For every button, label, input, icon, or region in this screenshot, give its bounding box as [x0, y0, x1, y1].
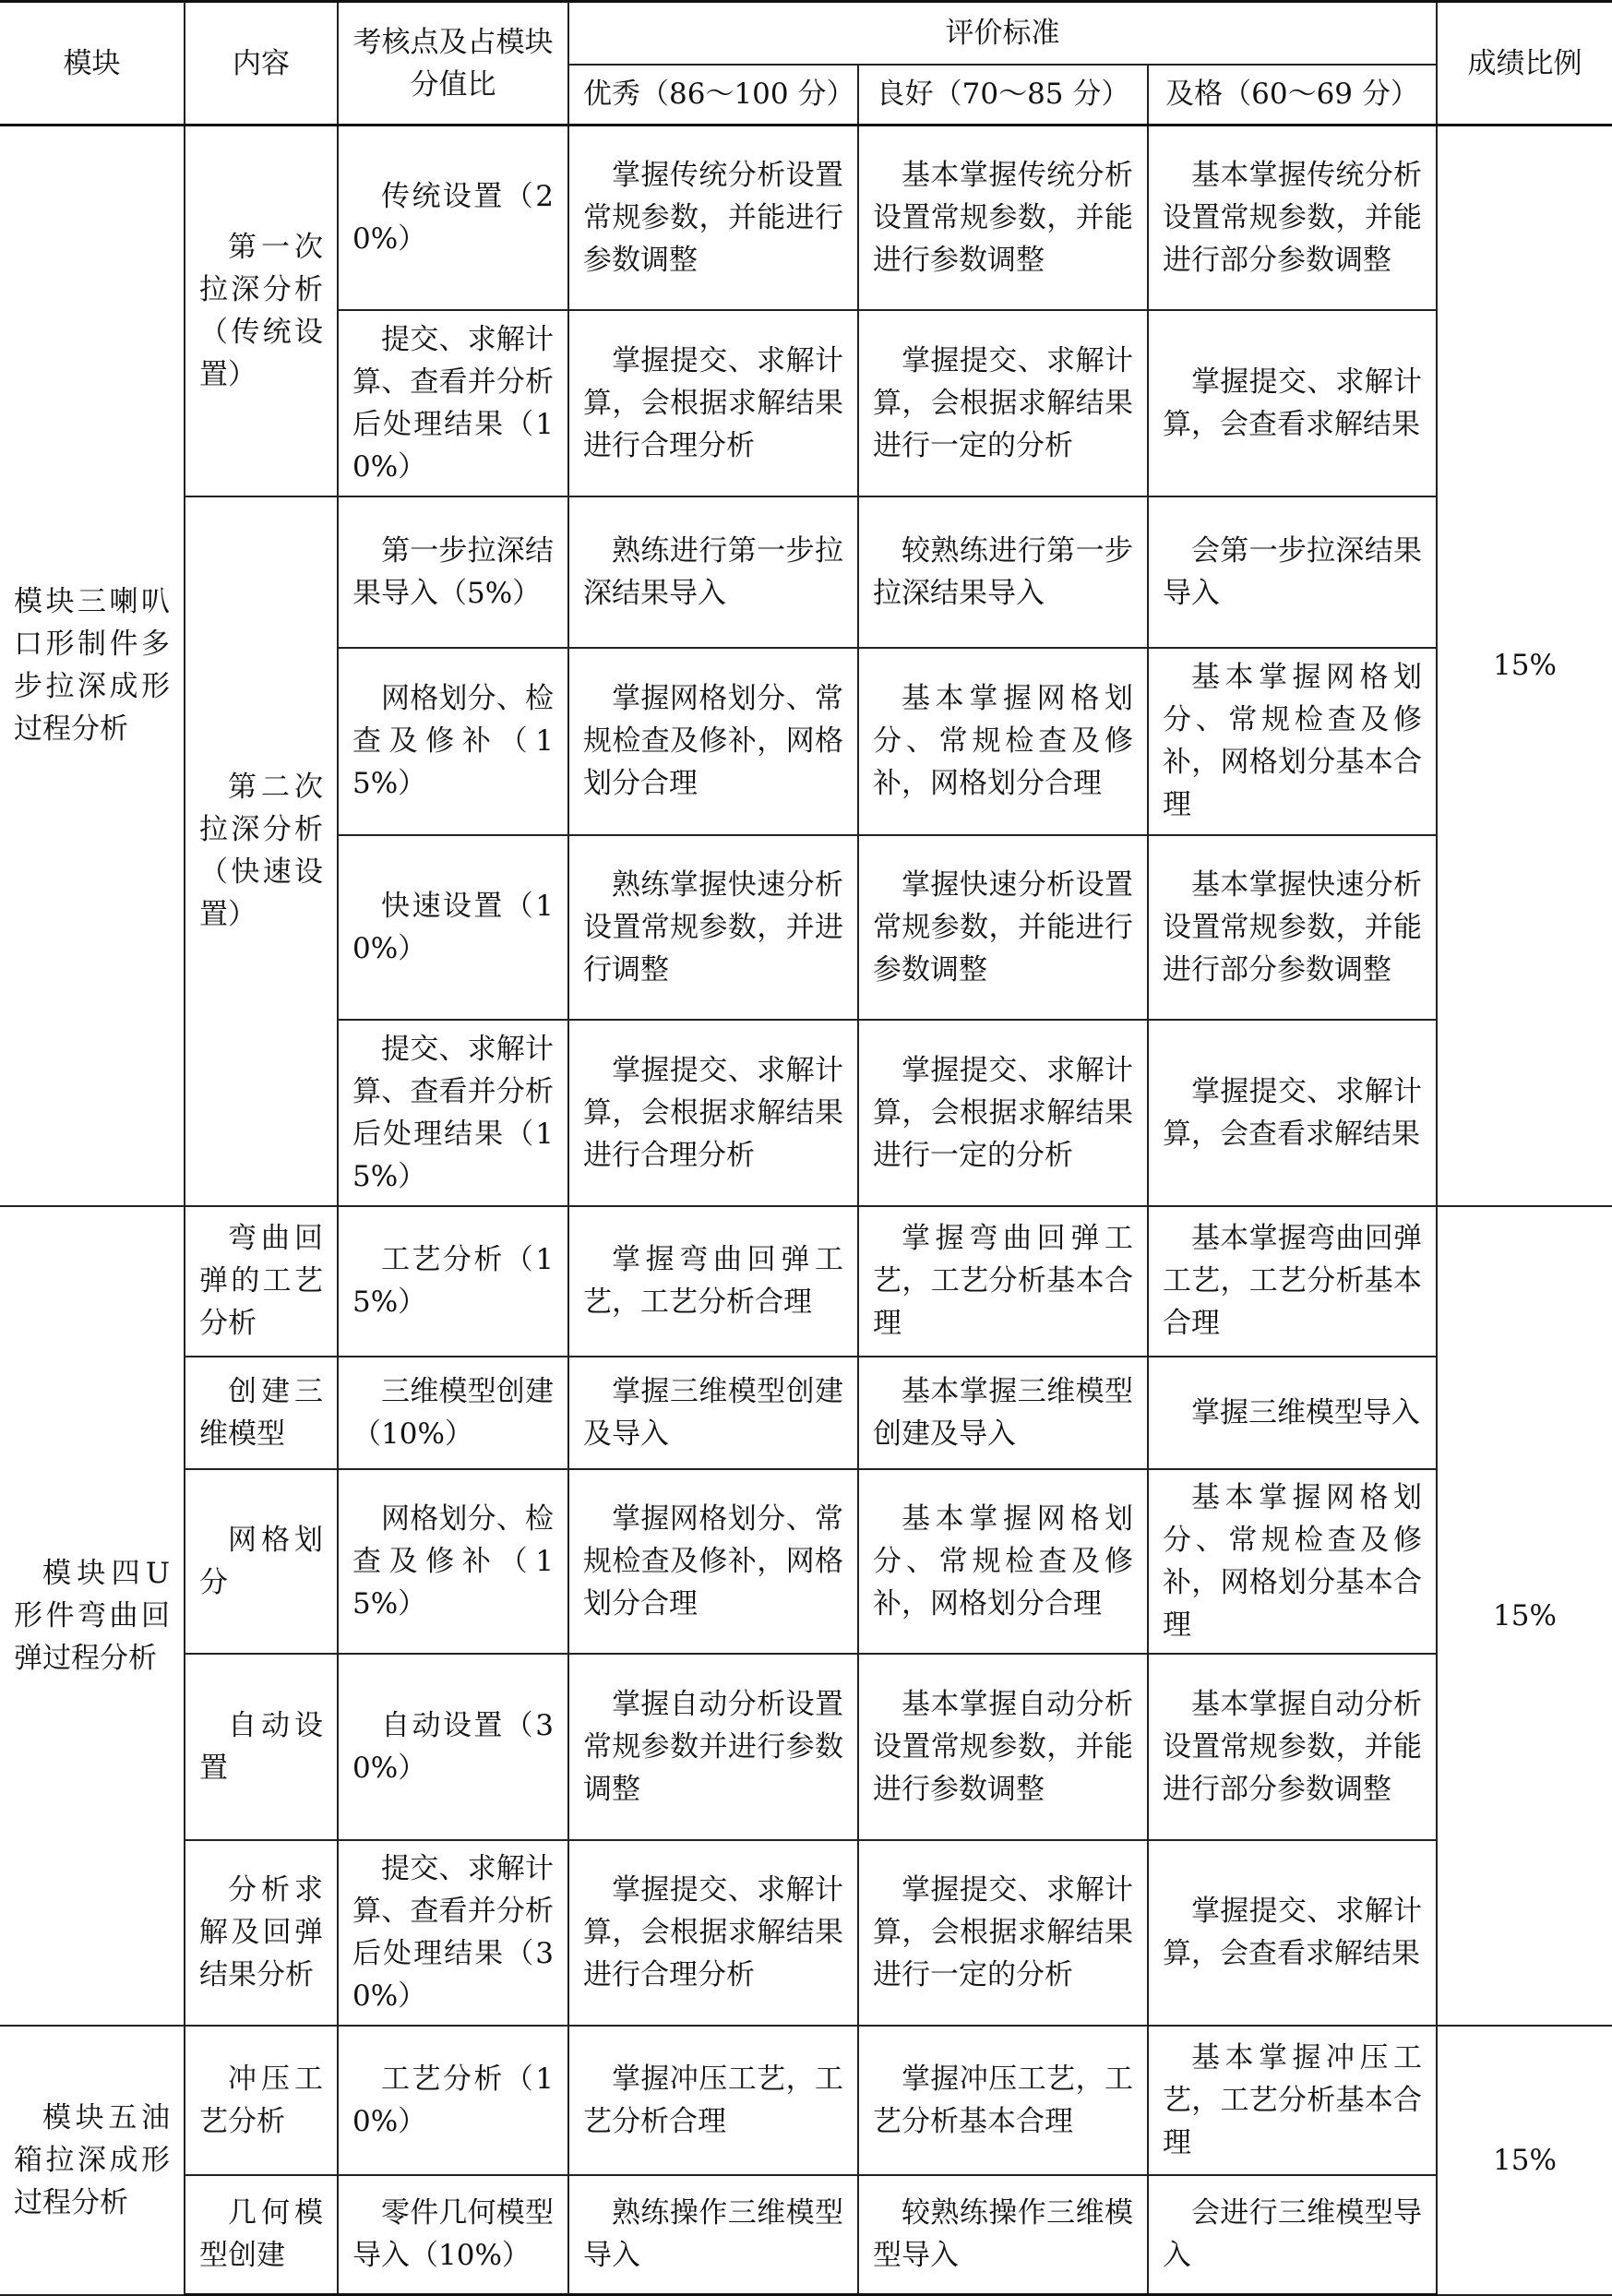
assessment-point: 网格划分、检查及修补（15%）: [338, 1469, 568, 1654]
criteria-pass: 基本掌握自动分析设置常规参数，并能进行部分参数调整: [1148, 1654, 1437, 1840]
criteria-excellent: 掌握冲压工艺，工艺分析合理: [568, 2026, 858, 2175]
criteria-pass: 掌握三维模型导入: [1148, 1357, 1437, 1469]
content-cell: 第一次拉深分析（传统设置）: [185, 126, 338, 496]
criteria-excellent: 熟练掌握快速分析设置常规参数，并进行调整: [568, 835, 858, 1020]
assessment-point: 提交、求解计算、查看并分析后处理结果（10%）: [338, 310, 568, 496]
criteria-pass: 基本掌握传统分析设置常规参数，并能进行部分参数调整: [1148, 126, 1437, 310]
criteria-good: 较熟练操作三维模型导入: [858, 2175, 1148, 2295]
assessment-point: 提交、求解计算、查看并分析后处理结果（30%）: [338, 1840, 568, 2026]
criteria-pass: 基本掌握网格划分、常规检查及修补，网格划分基本合理: [1148, 648, 1437, 835]
content-cell: 自动设置: [185, 1654, 338, 1840]
header-excellent: 优秀（86～100 分）: [568, 65, 858, 126]
criteria-pass: 会第一步拉深结果导入: [1148, 496, 1437, 648]
header-good: 良好（70～85 分）: [858, 65, 1148, 126]
header-content: 内容: [185, 2, 338, 126]
assessment-point: 传统设置（20%）: [338, 126, 568, 310]
criteria-excellent: 掌握弯曲回弹工艺，工艺分析合理: [568, 1206, 858, 1357]
module-name: 模块三喇叭口形制件多步拉深成形过程分析: [0, 126, 185, 1206]
header-pass: 及格（60～69 分）: [1148, 65, 1437, 126]
criteria-good: 掌握弯曲回弹工艺，工艺分析基本合理: [858, 1206, 1148, 1357]
module-ratio: 15%: [1437, 2026, 1612, 2295]
criteria-excellent: 掌握网格划分、常规检查及修补，网格划分合理: [568, 648, 858, 835]
criteria-good: 基本掌握传统分析设置常规参数，并能进行参数调整: [858, 126, 1148, 310]
header-ratio: 成绩比例: [1437, 2, 1612, 126]
criteria-good: 掌握提交、求解计算，会根据求解结果进行一定的分析: [858, 1840, 1148, 2026]
criteria-excellent: 掌握传统分析设置常规参数，并能进行参数调整: [568, 126, 858, 310]
criteria-good: 掌握快速分析设置常规参数，并能进行参数调整: [858, 835, 1148, 1020]
criteria-good: 基本掌握网格划分、常规检查及修补，网格划分合理: [858, 1469, 1148, 1654]
criteria-pass: 基本掌握冲压工艺，工艺分析基本合理: [1148, 2026, 1437, 2175]
assessment-point: 快速设置（10%）: [338, 835, 568, 1020]
header-module: 模块: [0, 2, 185, 126]
assessment-point: 提交、求解计算、查看并分析后处理结果（15%）: [338, 1020, 568, 1206]
module-ratio: 15%: [1437, 126, 1612, 1206]
criteria-pass: 掌握提交、求解计算，会查看求解结果: [1148, 310, 1437, 496]
content-cell: 分析求解及回弹结果分析: [185, 1840, 338, 2026]
criteria-pass: 基本掌握网格划分、常规检查及修补，网格划分基本合理: [1148, 1469, 1437, 1654]
criteria-good: 较熟练进行第一步拉深结果导入: [858, 496, 1148, 648]
assessment-point: 工艺分析（10%）: [338, 2026, 568, 2175]
criteria-pass: 掌握提交、求解计算，会查看求解结果: [1148, 1840, 1437, 2026]
assessment-point: 工艺分析（15%）: [338, 1206, 568, 1357]
criteria-good: 基本掌握自动分析设置常规参数，并能进行参数调整: [858, 1654, 1148, 1840]
criteria-good: 掌握冲压工艺，工艺分析基本合理: [858, 2026, 1148, 2175]
criteria-excellent: 熟练进行第一步拉深结果导入: [568, 496, 858, 648]
assessment-point: 自动设置（30%）: [338, 1654, 568, 1840]
header-criteria: 评价标准: [568, 2, 1437, 65]
criteria-good: 掌握提交、求解计算，会根据求解结果进行一定的分析: [858, 1020, 1148, 1206]
content-cell: 第二次拉深分析（快速设置）: [185, 496, 338, 1206]
criteria-good: 基本掌握三维模型创建及导入: [858, 1357, 1148, 1469]
criteria-excellent: 掌握自动分析设置常规参数并进行参数调整: [568, 1654, 858, 1840]
content-cell: 网格划分: [185, 1469, 338, 1654]
content-cell: 冲压工艺分析: [185, 2026, 338, 2175]
criteria-excellent: 熟练操作三维模型导入: [568, 2175, 858, 2295]
criteria-pass: 基本掌握弯曲回弹工艺，工艺分析基本合理: [1148, 1206, 1437, 1357]
assessment-point: 零件几何模型导入（10%）: [338, 2175, 568, 2295]
module-ratio: 15%: [1437, 1206, 1612, 2026]
criteria-good: 掌握提交、求解计算，会根据求解结果进行一定的分析: [858, 310, 1148, 496]
criteria-excellent: 掌握提交、求解计算，会根据求解结果进行合理分析: [568, 1020, 858, 1206]
criteria-excellent: 掌握三维模型创建及导入: [568, 1357, 858, 1469]
criteria-excellent: 掌握提交、求解计算，会根据求解结果进行合理分析: [568, 310, 858, 496]
content-cell: 创建三维模型: [185, 1357, 338, 1469]
criteria-good: 基本掌握网格划分、常规检查及修补，网格划分合理: [858, 648, 1148, 835]
assessment-point: 第一步拉深结果导入（5%）: [338, 496, 568, 648]
module-name: 模块四U形件弯曲回弹过程分析: [0, 1206, 185, 2026]
criteria-pass: 基本掌握快速分析设置常规参数，并能进行部分参数调整: [1148, 835, 1437, 1020]
criteria-pass: 掌握提交、求解计算，会查看求解结果: [1148, 1020, 1437, 1206]
header-assessment: 考核点及占模块分值比: [338, 2, 568, 126]
assessment-point: 三维模型创建（10%）: [338, 1357, 568, 1469]
assessment-point: 网格划分、检查及修补（15%）: [338, 648, 568, 835]
criteria-pass: 会进行三维模型导入: [1148, 2175, 1437, 2295]
content-cell: 弯曲回弹的工艺分析: [185, 1206, 338, 1357]
content-cell: 几何模型创建: [185, 2175, 338, 2295]
criteria-excellent: 掌握提交、求解计算，会根据求解结果进行合理分析: [568, 1840, 858, 2026]
module-name: 模块五油箱拉深成形过程分析: [0, 2026, 185, 2295]
criteria-excellent: 掌握网格划分、常规检查及修补，网格划分合理: [568, 1469, 858, 1654]
